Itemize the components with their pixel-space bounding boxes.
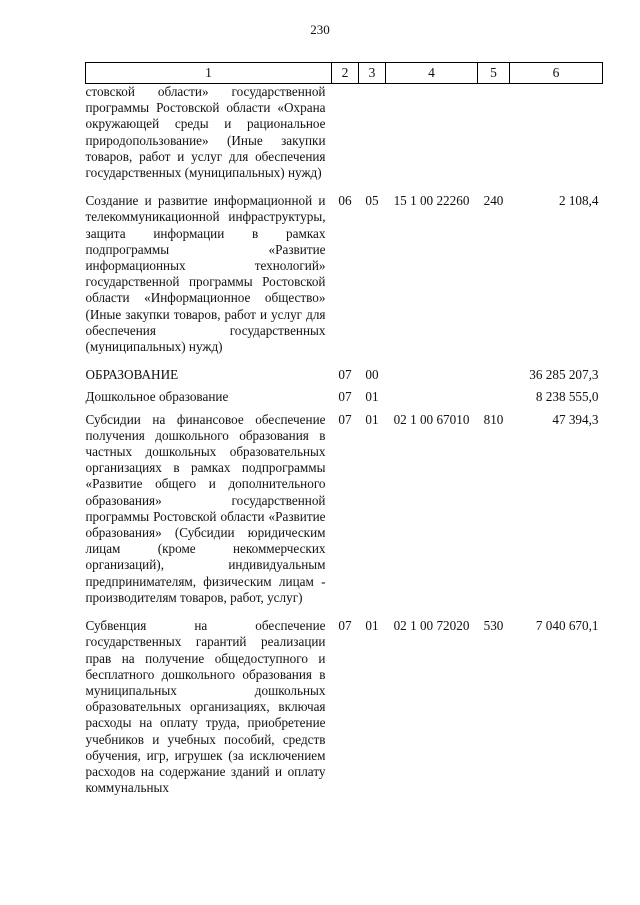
table-row xyxy=(86,406,603,606)
row-subsection: 05 xyxy=(365,193,379,209)
row-target-article xyxy=(386,383,478,405)
row-amount: 2 108,4 xyxy=(558,193,599,209)
row-amount: 36 285 207,3 xyxy=(529,367,599,383)
row-description: ОБРАЗОВАНИЕ xyxy=(85,367,179,383)
header-col-1: 1 xyxy=(86,63,332,84)
table-row xyxy=(86,355,603,383)
table-row xyxy=(86,383,603,405)
row-target-article xyxy=(386,84,478,182)
row-description: Субсидии на финансовое обеспечение получения дошкольного образования в частных дошкольных образовательных организациях в рамках подпрограммы «Развитие общего и дополнительного образования» государственной программы Ростовской области «Развитие образования» (Субсидии юридическим лицам (кроме некоммерческих организаций), индивидуальным предпринимателям, физическим лицам - производителям товаров, работ, услуг) xyxy=(85,411,326,605)
row-target-article: 02 1 00 67010 xyxy=(393,411,470,427)
header-col-5: 5 xyxy=(478,63,510,84)
row-section: 06 xyxy=(338,193,352,209)
table-row xyxy=(86,606,603,796)
row-expense-type: 240 xyxy=(483,193,504,209)
table-row xyxy=(86,181,603,355)
row-section: 07 xyxy=(338,618,352,634)
row-subsection: 00 xyxy=(365,367,379,383)
page-number: 230 xyxy=(310,22,330,37)
row-description: Субвенция на обеспечение государственных гарантий реализации прав на получение общедоступного и бесплатного дошкольного образования в муниципальных дошкольных образовательных организациях, включая расходы на оплату труда, приобретение учебников и учебных пособий, средств обучения, игр, игрушек (за исключением расходов на содержание зданий и оплату коммунальных xyxy=(85,618,326,796)
table-row xyxy=(86,84,603,182)
header-col-2: 2 xyxy=(332,63,359,84)
row-description: стовской области» государственной программы Ростовской области «Охрана окружающей среды и рациональное природопользование» (Иные закупки товаров, работ и услуг для обеспечения государственных (муниципальных) нужд) xyxy=(85,84,326,181)
row-section: 07 xyxy=(338,411,352,427)
row-subsection: 01 xyxy=(365,411,379,427)
row-target-article xyxy=(386,355,478,383)
row-amount xyxy=(510,84,603,182)
row-target-article: 15 1 00 22260 xyxy=(393,193,470,209)
row-section xyxy=(332,84,359,182)
row-expense-type: 810 xyxy=(483,411,504,427)
row-subsection: 01 xyxy=(365,389,379,405)
row-amount: 47 394,3 xyxy=(552,411,599,427)
row-description: Создание и развитие информационной и телекоммуникационной инфраструктуры, защита информации в рамках подпрограммы «Развитие информационных технологий» государственной программы Ростовской области «Информационное общество» (Иные закупки товаров, работ и услуг для обеспечения государственных (муниципальных) нужд) xyxy=(85,193,326,355)
row-amount: 7 040 670,1 xyxy=(535,618,599,634)
row-target-article: 02 1 00 72020 xyxy=(393,618,470,634)
header-col-4: 4 xyxy=(386,63,478,84)
header-col-6: 6 xyxy=(510,63,603,84)
row-expense-type xyxy=(478,355,510,383)
budget-table xyxy=(85,62,603,796)
row-subsection: 01 xyxy=(365,618,379,634)
row-expense-type xyxy=(478,84,510,182)
row-section: 07 xyxy=(338,367,352,383)
row-expense-type xyxy=(478,383,510,405)
row-section: 07 xyxy=(338,389,352,405)
row-expense-type: 530 xyxy=(483,618,504,634)
table-header-row xyxy=(86,63,603,84)
row-description: Дошкольное образование xyxy=(85,389,229,405)
row-subsection xyxy=(359,84,386,182)
header-col-3: 3 xyxy=(359,63,386,84)
row-amount: 8 238 555,0 xyxy=(535,389,599,405)
